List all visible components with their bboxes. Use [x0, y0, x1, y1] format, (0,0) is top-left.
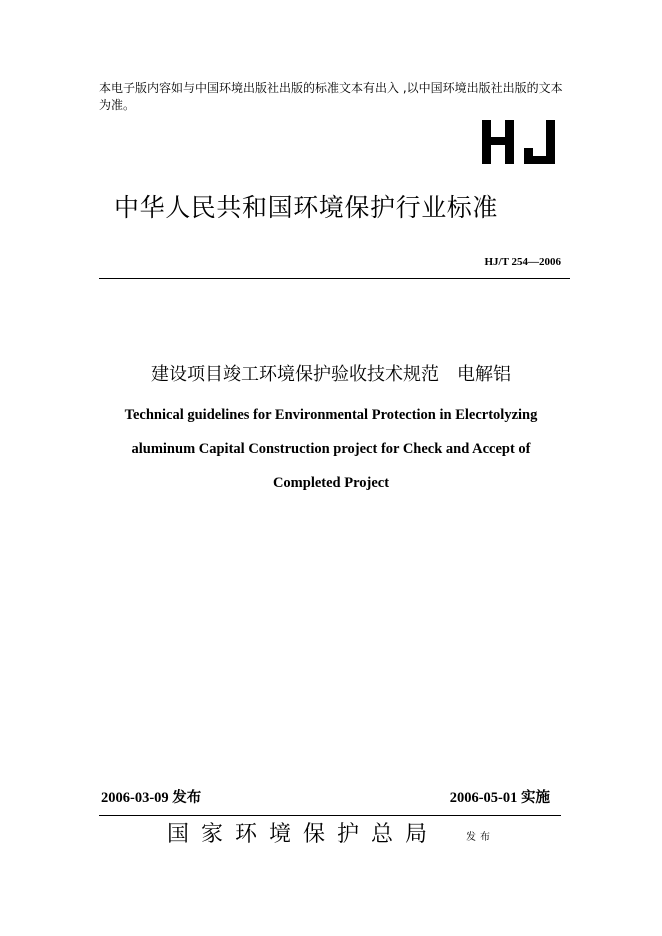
english-title	[80, 398, 582, 500]
english-title-line: Completed Project	[272, 475, 390, 491]
hj-logo	[478, 118, 562, 166]
standard-number: HJ/T 254—2006	[484, 256, 561, 268]
effective-date: 2006-05-01 实施	[449, 790, 550, 806]
header-divider	[99, 278, 570, 279]
chinese-title: 建设项目竣工环境保护验收技术规范 电解铝	[151, 364, 511, 385]
english-title-line: Technical guidelines for Environmental Protection in Elecrtolyzing	[124, 407, 538, 423]
publisher-name: 国家环境保护总局	[167, 822, 440, 847]
publish-label: 发布	[466, 832, 494, 843]
copyright-notice: 本电子版内容如与中国环境出版社出版的标准文本有出入 ,以中国环境出版社出版的文本为准。	[99, 81, 563, 112]
standard-category-title: 中华人民共和国环境保护行业标准	[114, 193, 499, 222]
issue-date: 2006-03-09 发布	[101, 790, 202, 806]
english-title-line: aluminum Capital Construction project for Check and Accept of	[131, 441, 531, 457]
footer-divider	[99, 815, 561, 816]
